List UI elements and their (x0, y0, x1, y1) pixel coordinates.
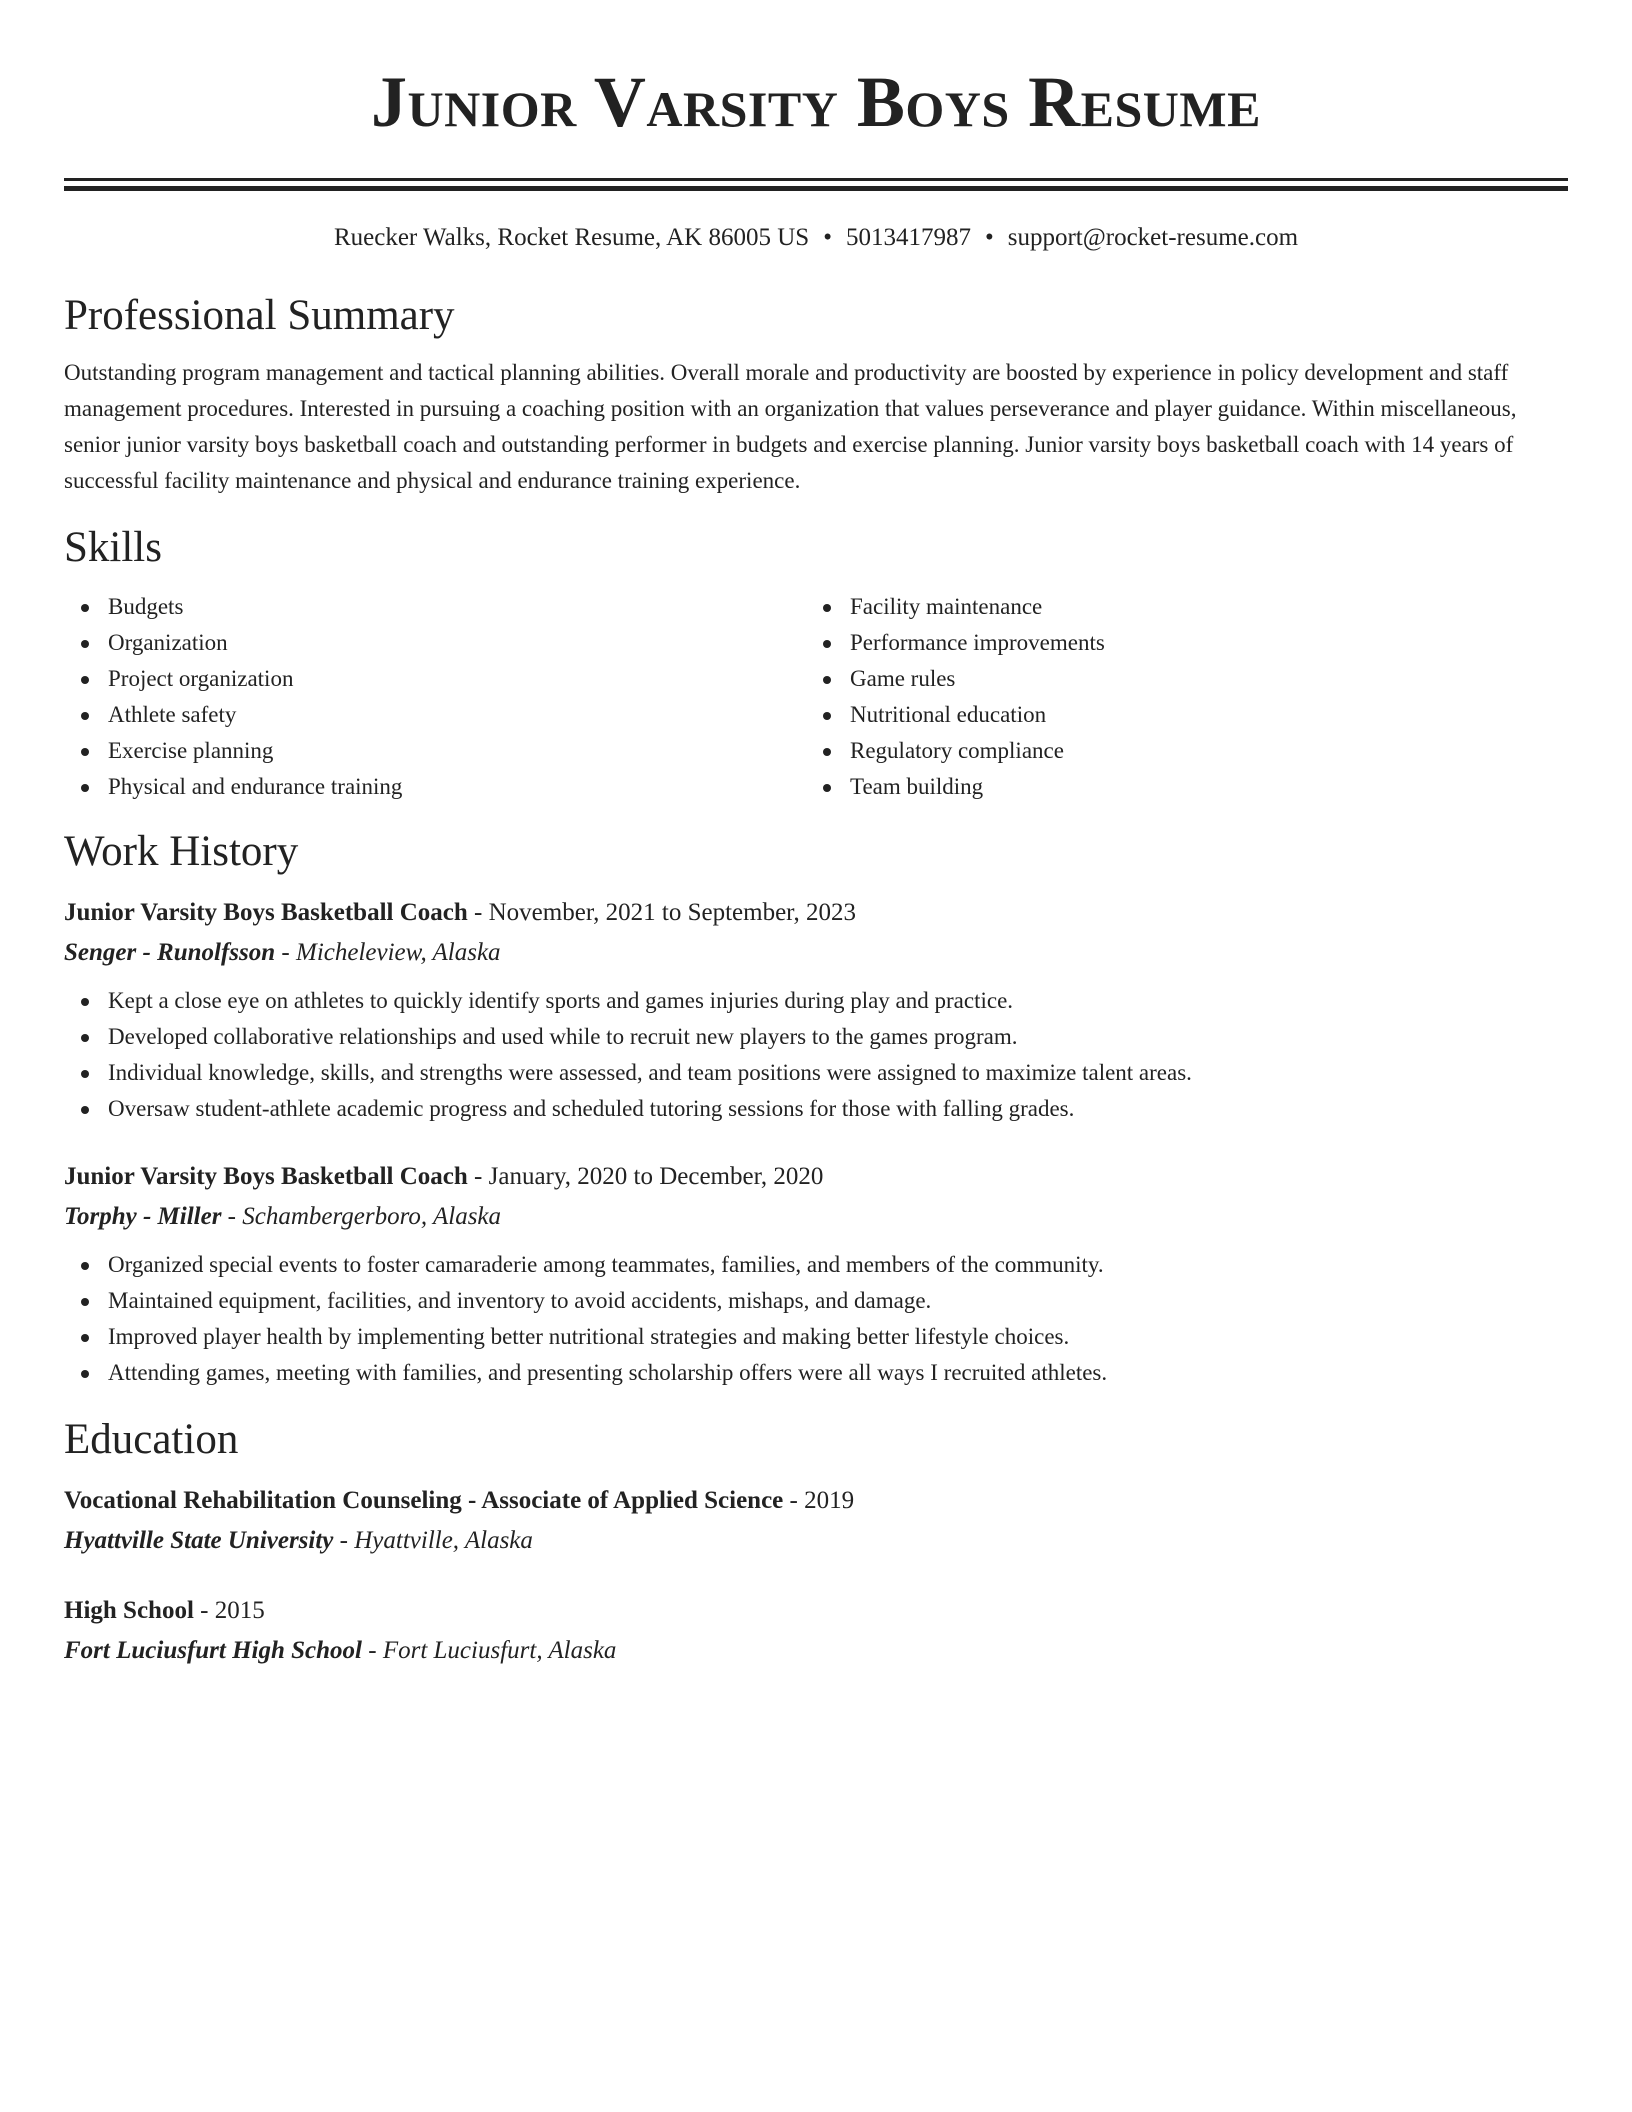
contact-phone: 5013417987 (845, 224, 971, 251)
education-degree: High School (64, 1597, 194, 1624)
contact-line (64, 221, 1568, 255)
job-title: Junior Varsity Boys Basketball Coach (64, 1163, 468, 1190)
duty-item: Developed collaborative relationships and used while to recruit new players to the games program. (64, 1019, 1568, 1055)
skills-heading: Skills (64, 524, 162, 571)
resume-title: Junior Varsity Boys Resume (371, 62, 1261, 142)
job-entry (64, 1157, 1568, 1391)
duty-item: Organized special events to foster camaraderie among teammates, families, and members of the community. (64, 1247, 1568, 1283)
contact-email: support@rocket-resume.com (1007, 224, 1299, 251)
duty-item: Oversaw student-athlete academic progress and scheduled tutoring sessions for those with falling grades. (64, 1091, 1568, 1127)
education-entry (64, 1481, 1568, 1561)
job-entry (64, 893, 1568, 1127)
skill-item: Team building (806, 769, 1548, 805)
job-duties (64, 1247, 1568, 1391)
duty-item: Attending games, meeting with families, and presenting scholarship offers were all ways I recruited athletes. (64, 1355, 1568, 1391)
summary-text: Outstanding program management and tactical planning abilities. Overall morale and productivity are boosted by experience in policy development and staff management procedures. Interested in pursuing a coaching position with an organization that values perseverance and player guidance. Within miscellaneous, senior junior varsity boys basketball coach and outstanding performer in budgets and exercise planning. Junior varsity boys basketball coach with 14 years of successful facility maintenance and physical and endurance training experience. (64, 360, 1517, 493)
job-company: Senger - Runolfsson (64, 939, 276, 966)
skill-item: Performance improvements (806, 625, 1548, 661)
work-history-heading: Work History (64, 828, 299, 875)
contact-separator: • (823, 224, 832, 251)
contact-separator: • (984, 224, 994, 251)
skill-item: Budgets (64, 589, 806, 625)
education-location: Fort Luciusfurt, Alaska (382, 1637, 617, 1664)
education-heading: Education (64, 1416, 239, 1463)
title-divider-bottom (64, 186, 1568, 191)
skill-item: Game rules (806, 661, 1548, 697)
education-school: Hyattville State University (64, 1527, 334, 1554)
education-institution: Hyattville State University - Hyattville, Alaska (64, 1527, 533, 1554)
skill-item: Facility maintenance (806, 589, 1548, 625)
title-divider-top (64, 178, 1568, 181)
duty-item: Individual knowledge, skills, and strengths were assessed, and team positions were assigned to maximize talent areas. (64, 1055, 1568, 1091)
job-company: Torphy - Miller (64, 1203, 222, 1230)
education-entry (64, 1591, 1568, 1671)
job-location: Micheleview, Alaska (296, 939, 501, 966)
skill-item: Athlete safety (64, 697, 806, 733)
job-header: Junior Varsity Boys Basketball Coach - January, 2020 to December, 2020 (64, 1163, 824, 1190)
education-header: High School - 2015 (64, 1597, 265, 1624)
job-employer: Senger - Runolfsson - Micheleview, Alaska (64, 939, 501, 966)
skill-item: Organization (64, 625, 806, 661)
skill-item: Regulatory compliance (806, 733, 1548, 769)
job-dates: November, 2021 to September, 2023 (488, 899, 856, 926)
summary-heading: Professional Summary (64, 292, 455, 339)
skills-column-left (64, 589, 806, 805)
education-year: 2015 (214, 1597, 265, 1624)
contact-address: Ruecker Walks, Rocket Resume, AK 86005 US (333, 224, 810, 251)
job-location: Schambergerboro, Alaska (242, 1203, 502, 1230)
job-title: Junior Varsity Boys Basketball Coach (64, 899, 468, 926)
job-employer: Torphy - Miller - Schambergerboro, Alaska (64, 1203, 502, 1230)
job-dates: January, 2020 to December, 2020 (488, 1163, 824, 1190)
education-degree: Vocational Rehabilitation Counseling - Associate of Applied Science (64, 1487, 784, 1514)
duty-item: Kept a close eye on athletes to quickly identify sports and games injuries during play and practice. (64, 983, 1568, 1019)
skill-item: Nutritional education (806, 697, 1548, 733)
duty-item: Improved player health by implementing better nutritional strategies and making better lifestyle choices. (64, 1319, 1568, 1355)
duty-item: Maintained equipment, facilities, and inventory to avoid accidents, mishaps, and damage. (64, 1283, 1568, 1319)
education-school: Fort Luciusfurt High School (64, 1637, 362, 1664)
skills-column-right (806, 589, 1548, 805)
skill-item: Exercise planning (64, 733, 806, 769)
skill-item: Physical and endurance training (64, 769, 806, 805)
education-institution: Fort Luciusfurt High School - Fort Luciusfurt, Alaska (64, 1637, 617, 1664)
education-location: Hyattville, Alaska (354, 1527, 533, 1554)
job-duties (64, 983, 1568, 1127)
job-header: Junior Varsity Boys Basketball Coach - November, 2021 to September, 2023 (64, 899, 856, 926)
education-year: 2019 (804, 1487, 855, 1514)
skill-item: Project organization (64, 661, 806, 697)
skills-list (64, 589, 1568, 805)
education-header: Vocational Rehabilitation Counseling - Associate of Applied Science - 2019 (64, 1487, 855, 1514)
